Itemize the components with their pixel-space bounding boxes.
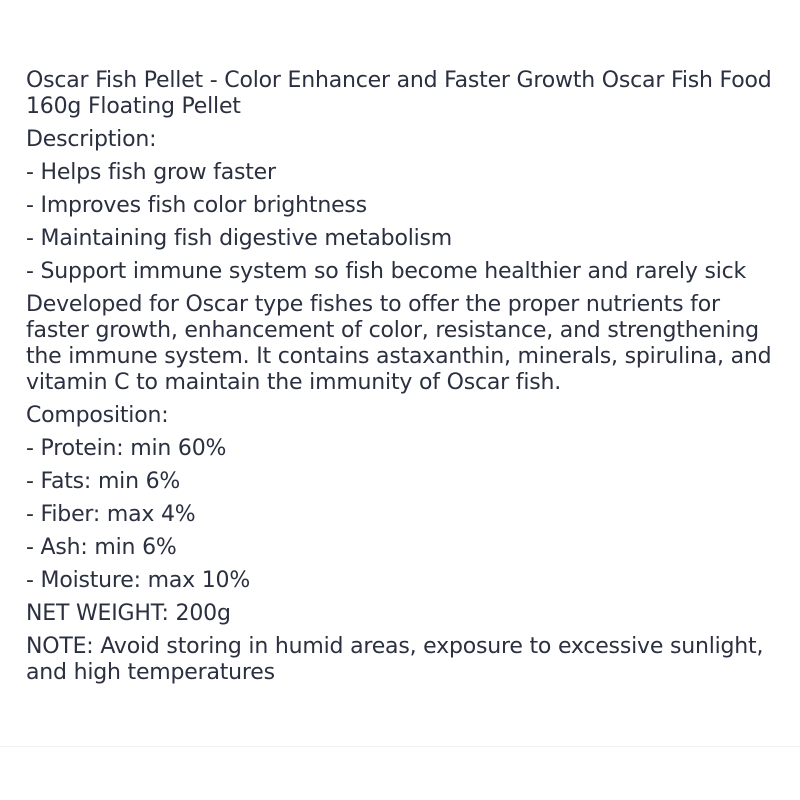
product-description: [26, 68, 786, 693]
description-bullet-list: [26, 160, 786, 285]
description-bullet: - Improves fish color brightness: [26, 193, 367, 218]
bottom-divider: [0, 746, 800, 747]
composition-item: - Fiber: max 4%: [26, 502, 196, 527]
description-paragraph: Developed for Oscar type fishes to offer the proper nutrients for faster growth, enhancement of color, resistance, and strengthening the immune system. It contains astaxanthin, minerals, spirulina, and vitamin C to maintain the immunity of Oscar fish.: [26, 292, 772, 395]
description-bullet: - Support immune system so fish become healthier and rarely sick: [26, 259, 747, 284]
description-bullet: - Helps fish grow faster: [26, 160, 276, 185]
composition-item: - Ash: min 6%: [26, 535, 177, 560]
composition-heading: Composition:: [26, 403, 169, 428]
composition-list: [26, 436, 786, 594]
product-title: Oscar Fish Pellet - Color Enhancer and Faster Growth Oscar Fish Food 160g Floating Pellet: [26, 68, 772, 119]
description-bullet: - Maintaining fish digestive metabolism: [26, 226, 453, 251]
description-heading: Description:: [26, 127, 157, 152]
composition-item: - Fats: min 6%: [26, 469, 181, 494]
composition-item: - Moisture: max 10%: [26, 568, 251, 593]
net-weight: NET WEIGHT: 200g: [26, 601, 231, 626]
composition-item: - Protein: min 60%: [26, 436, 227, 461]
storage-note: NOTE: Avoid storing in humid areas, exposure to excessive sunlight, and high temperatures: [26, 634, 764, 685]
